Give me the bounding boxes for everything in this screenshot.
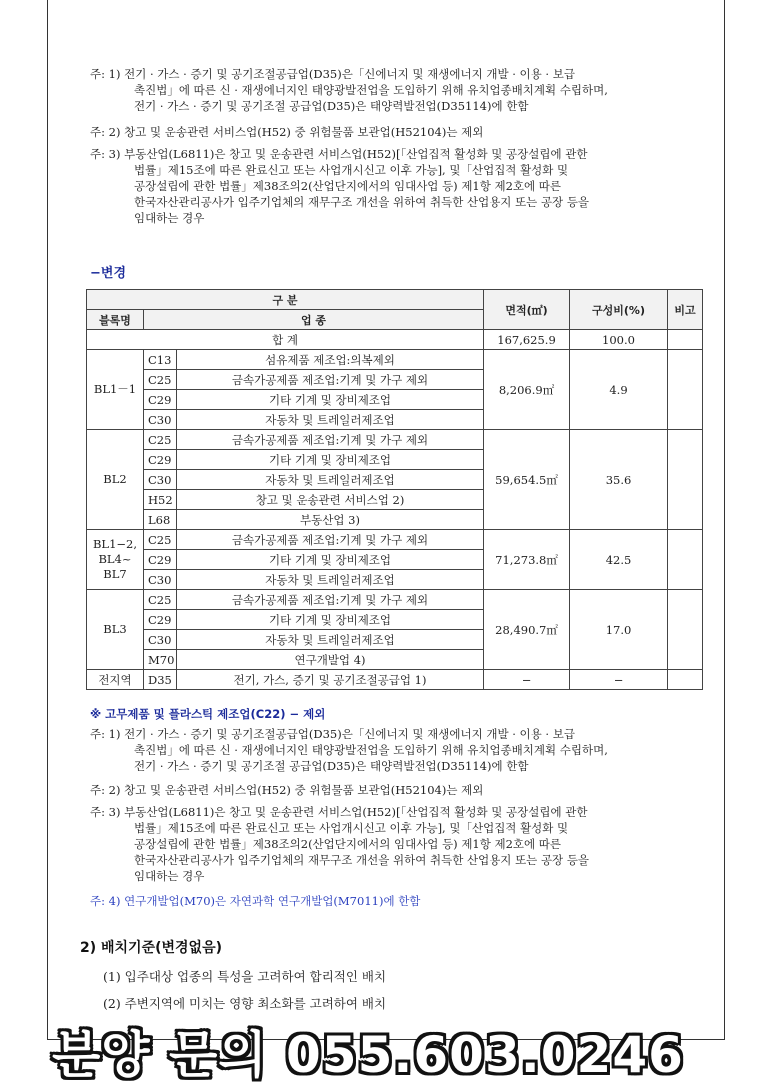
note: [90, 804, 715, 884]
utility-row: [87, 670, 703, 690]
note-line: 주: 1) 전기 · 가스 · 증기 및 공기조절공급업(D35)은「신에너지 및 재생에너지 개발 · 이용 · 보급: [90, 67, 575, 81]
note: [90, 124, 715, 140]
block-name: BL3: [87, 590, 144, 670]
note-line: 전기 · 가스 · 증기 및 공기조절 공급업(D35)은 태양력발전업(D35114)에 한함: [134, 99, 529, 113]
remark-cell: [668, 350, 703, 430]
block-name: BL2: [87, 430, 144, 530]
remark-cell: [668, 590, 703, 670]
block-name: BL1－1: [87, 350, 144, 430]
industry-name: 기타 기계 및 장비제조업: [177, 450, 484, 470]
industry-name: 자동차 및 트레일러제조업: [177, 630, 484, 650]
ratio-value: 4.9: [570, 350, 668, 430]
industry-name: 금속가공제품 제조업:기계 및 가구 제외: [177, 590, 484, 610]
note-line: 주: 3) 부동산업(L6811)은 창고 및 운송관련 서비스업(H52)[「산업집적 활성화 및 공장설립에 관한: [90, 805, 588, 819]
industry-code: C29: [144, 610, 177, 630]
table-row: [87, 590, 703, 610]
industry-code: M70: [144, 650, 177, 670]
industry-name: 자동차 및 트레일러제조업: [177, 470, 484, 490]
block-name: BL1−2, BL4~ BL7: [87, 530, 144, 590]
industry-name: 자동차 및 트레일러제조업: [177, 410, 484, 430]
note-line: 한국자산관리공사가 입주기업체의 재무구조 개선을 위하여 취득한 산업용지 또는 공장 등을: [134, 853, 590, 867]
note-line: 주: 2) 창고 및 운송관련 서비스업(H52) 중 위험물품 보관업(H52104)는 제외: [90, 783, 484, 797]
industry-name: 섬유제품 제조업:의복제외: [177, 350, 484, 370]
header-industry: 업 종: [144, 310, 484, 330]
note-line: 임대하는 경우: [134, 211, 205, 225]
area-value: 59,654.5㎡: [484, 430, 570, 530]
note: [90, 782, 715, 798]
total-ratio: 100.0: [570, 330, 668, 350]
table-row: [87, 530, 703, 550]
note: [90, 146, 715, 226]
note-line: 주: 3) 부동산업(L6811)은 창고 및 운송관련 서비스업(H52)[「산업집적 활성화 및 공장설립에 관한: [90, 147, 588, 161]
section-item: (1) 입주대상 업종의 특성을 고려하여 합리적인 배치: [103, 969, 387, 984]
industry-code: C30: [144, 410, 177, 430]
note-line: 공장설립에 관한 법률」제38조의2(산업단지에서의 임대사업 등) 제1항 제2호에 따른: [134, 837, 562, 851]
table-body: [87, 330, 703, 690]
ratio-value: 42.5: [570, 530, 668, 590]
note: [90, 726, 715, 774]
header-remark: 비고: [668, 290, 703, 330]
area-value: 71,273.8㎡: [484, 530, 570, 590]
note-line: 주: 4) 연구개발업(M70)은 자연과학 연구개발업(M7011)에 한함: [90, 894, 421, 908]
note-line: 법률」제15조에 따른 완료신고 또는 사업개시신고 이후 가능], 및「산업집적 활성화 및: [134, 163, 569, 177]
industry-code: C25: [144, 530, 177, 550]
ratio-value: −: [570, 670, 668, 690]
block-name: 전지역: [87, 670, 144, 690]
table-row: [87, 430, 703, 450]
section-item: (2) 주변지역에 미치는 영향 최소화를 고려하여 배치: [103, 996, 387, 1011]
industry-name: 금속가공제품 제조업:기계 및 가구 제외: [177, 370, 484, 390]
industry-code: C25: [144, 430, 177, 450]
industry-table: [86, 289, 703, 690]
industry-code: C13: [144, 350, 177, 370]
contact-banner: 분양 문의 055.603.0246: [52, 1026, 684, 1084]
total-area: 167,625.9: [484, 330, 570, 350]
area-value: 28,490.7㎡: [484, 590, 570, 670]
remark-cell: [668, 430, 703, 530]
note-line: 촉진법」에 따른 신 · 재생에너지인 태양광발전업을 도입하기 위해 유치업종배치계획 수립하며,: [134, 83, 608, 97]
note: [90, 893, 715, 909]
ratio-value: 17.0: [570, 590, 668, 670]
industry-name: 연구개발업 4): [177, 650, 484, 670]
industry-name: 전기, 가스, 증기 및 공기조절공급업 1): [177, 670, 484, 690]
industry-code: C29: [144, 450, 177, 470]
exclude-note: ※ 고무제품 및 플라스틱 제조업(C22) − 제외: [90, 707, 326, 721]
industry-name: 기타 기계 및 장비제조업: [177, 550, 484, 570]
industry-name: 창고 및 운송관련 서비스업 2): [177, 490, 484, 510]
industry-name: 금속가공제품 제조업:기계 및 가구 제외: [177, 530, 484, 550]
total-row: [87, 330, 703, 350]
remark-cell: [668, 670, 703, 690]
area-value: −: [484, 670, 570, 690]
header-block: 블록명: [87, 310, 144, 330]
industry-code: C30: [144, 570, 177, 590]
note-line: 주: 1) 전기 · 가스 · 증기 및 공기조절공급업(D35)은「신에너지 및 재생에너지 개발 · 이용 · 보급: [90, 727, 575, 741]
area-value: 8,206.9㎡: [484, 350, 570, 430]
industry-code: D35: [144, 670, 177, 690]
industry-name: 금속가공제품 제조업:기계 및 가구 제외: [177, 430, 484, 450]
section-title: 2) 배치기준(변경없음): [80, 940, 223, 956]
header-ratio: 구성비(%): [570, 290, 668, 330]
ratio-value: 35.6: [570, 430, 668, 530]
note-line: 공장설립에 관한 법률」제38조의2(산업단지에서의 임대사업 등) 제1항 제2호에 따른: [134, 179, 562, 193]
change-heading: −변경: [90, 266, 127, 281]
note-line: 법률」제15조에 따른 완료신고 또는 사업개시신고 이후 가능], 및「산업집적 활성화 및: [134, 821, 569, 835]
industry-name: 자동차 및 트레일러제조업: [177, 570, 484, 590]
remark-cell: [668, 530, 703, 590]
industry-name: 기타 기계 및 장비제조업: [177, 610, 484, 630]
industry-code: C29: [144, 390, 177, 410]
note-line: 한국자산관리공사가 입주기업체의 재무구조 개선을 위하여 취득한 산업용지 또는 공장 등을: [134, 195, 590, 209]
note-line: 임대하는 경우: [134, 869, 205, 883]
total-remark: [668, 330, 703, 350]
total-label: 합 계: [87, 330, 484, 350]
note: [90, 66, 715, 114]
note-line: 전기 · 가스 · 증기 및 공기조절 공급업(D35)은 태양력발전업(D35114)에 한함: [134, 759, 529, 773]
industry-code: C30: [144, 470, 177, 490]
note-line: 촉진법」에 따른 신 · 재생에너지인 태양광발전업을 도입하기 위해 유치업종배치계획 수립하며,: [134, 743, 608, 757]
industry-code: C30: [144, 630, 177, 650]
industry-code: C25: [144, 370, 177, 390]
industry-code: C25: [144, 590, 177, 610]
note-line: 주: 2) 창고 및 운송관련 서비스업(H52) 중 위험물품 보관업(H52104)는 제외: [90, 125, 484, 139]
industry-name: 기타 기계 및 장비제조업: [177, 390, 484, 410]
industry-code: C29: [144, 550, 177, 570]
industry-code: H52: [144, 490, 177, 510]
header-area: 면적(㎡): [484, 290, 570, 330]
header-gubun: 구 분: [87, 290, 484, 310]
table-row: [87, 350, 703, 370]
industry-name: 부동산업 3): [177, 510, 484, 530]
industry-code: L68: [144, 510, 177, 530]
